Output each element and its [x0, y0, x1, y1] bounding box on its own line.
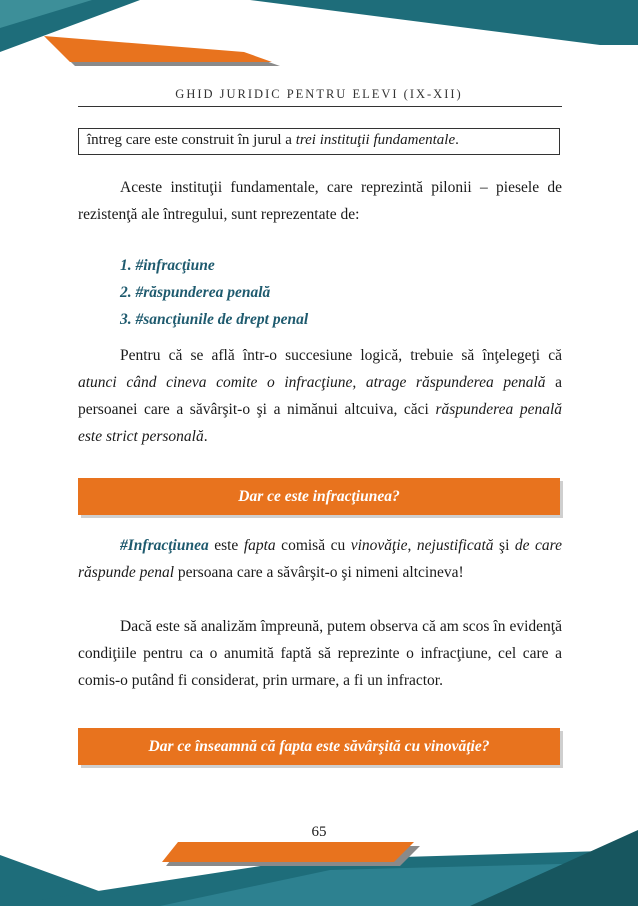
boxed-text-italic: trei instituţii fundamentale [295, 132, 456, 148]
para3-italic-3: nejustificată [416, 537, 494, 554]
para3-text-5: persoana care a săvârşit-o şi nimeni altcineva! [174, 564, 464, 581]
para3-italic-4: de care răspunde penal [78, 537, 562, 581]
paragraph-analysis: Dacă este să analizăm împreună, putem observa că am scos în evidenţă condiţiile pentru ca o anumită faptă să reprezinte o infracţiune, cel care a comis-o putând fi considerat, prin urmare, a fi un infractor. [78, 618, 562, 689]
para3-text-4: şi [493, 537, 515, 554]
para2-italic-1: atunci când cineva comite o infracţiune, atrage răspunderea penală [78, 374, 546, 391]
para2-text-1: Pentru că se află într-o succesiune logică, trebuie să înţelegeţi că [120, 347, 562, 364]
para2-italic-2: răspunderea penală este strict personală [78, 401, 562, 445]
para3-text-2: comisă cu [275, 537, 351, 554]
boxed-text-plain: întreg care este construit în jurul a [87, 132, 296, 148]
para3-italic-2: vinovăţie [350, 537, 408, 554]
definition-term: #Infracţiunea [120, 537, 209, 554]
boxed-text-end: . [455, 132, 459, 148]
list-item: 1. #infracţiune [120, 257, 215, 274]
institutions-list [120, 252, 308, 333]
paragraph-logical-succession [78, 342, 562, 450]
para3-italic-1: fapta [243, 537, 276, 554]
para2-text-3: . [203, 428, 208, 445]
list-item: 2. #răspunderea penală [120, 284, 271, 301]
top-right-teal-band [250, 0, 638, 45]
page-number: 65 [311, 824, 327, 840]
section-banner-vinovatie: Dar ce înseamnă că fapta este săvârşită cu vinovăţie? [78, 728, 560, 765]
list-item: 3. #sancţiunile de drept penal [120, 311, 309, 328]
running-header: GHID JURIDIC PENTRU ELEVI (IX-XII) [175, 87, 463, 101]
paragraph-definition [78, 532, 562, 586]
section-banner-infractiunea: Dar ce este infracţiunea? [78, 478, 560, 515]
bottom-orange-bar [162, 842, 414, 862]
para3-text-1: este [208, 537, 244, 554]
para2-text-2: a persoanei care a săvârşit-o şi a nimănui altcuiva, căci [78, 374, 562, 418]
para3-text-3: , [407, 537, 417, 554]
top-orange-bar [44, 36, 272, 62]
header-rule [78, 106, 562, 107]
boxed-text-line [78, 128, 560, 155]
paragraph-pillars: Aceste instituţii fundamentale, care reprezintă pilonii – piesele de rezistenţă ale întregului, sunt reprezentate de: [78, 179, 562, 223]
